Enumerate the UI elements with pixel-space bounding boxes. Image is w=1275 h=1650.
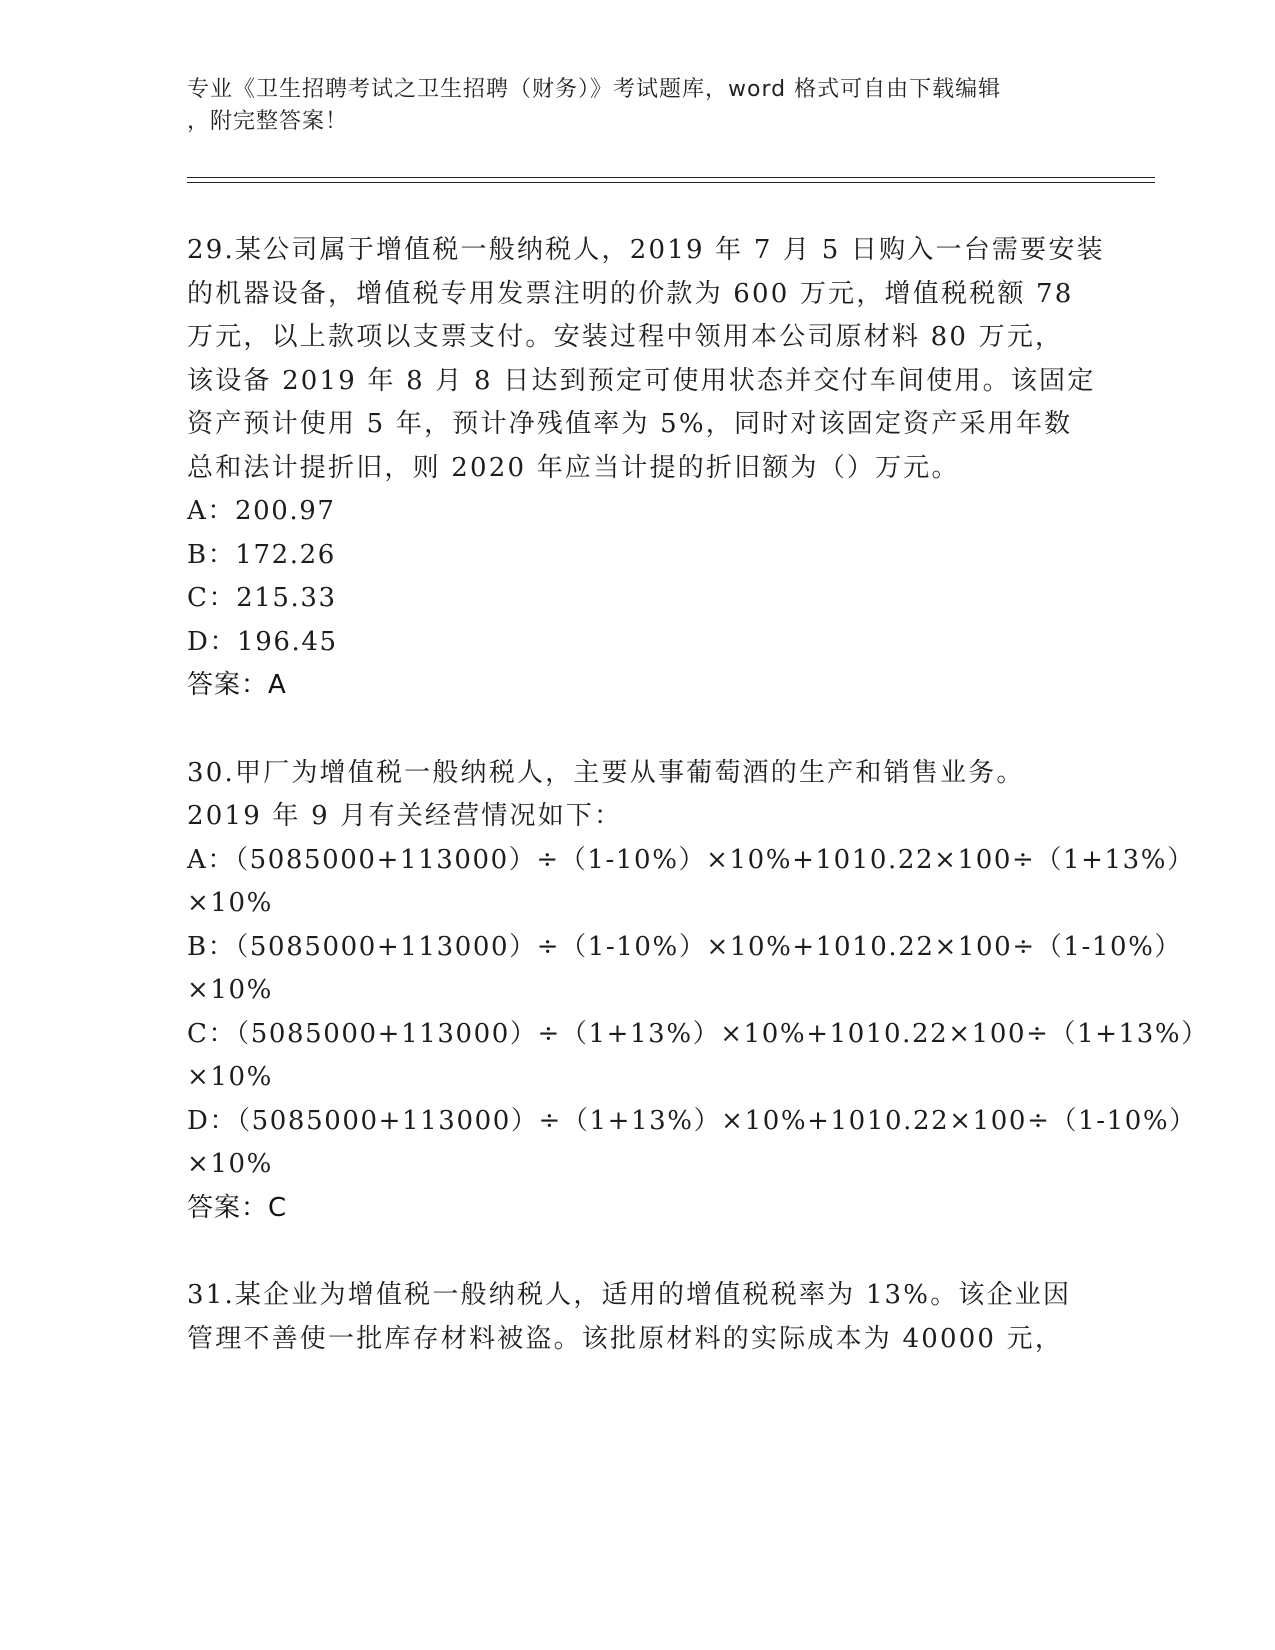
question-30-line-1: 30.甲厂为增值税一般纳税人，主要从事葡萄酒的生产和销售业务。	[187, 758, 1025, 788]
question-30-option-c-cont: ×10%	[187, 1062, 273, 1092]
question-30-answer: 答案：C	[187, 1193, 288, 1223]
question-30-option-b: B：（5085000+113000）÷（1-10%）×10%+1010.22×100÷（1-10%）	[187, 932, 1183, 962]
question-29-option-c: C：215.33	[187, 583, 337, 613]
question-29-line-3: 万元，以上款项以支票支付。安装过程中领用本公司原材料 80 万元，	[187, 322, 1064, 352]
question-29-option-a: A：200.97	[187, 496, 336, 526]
question-29-line-4: 该设备 2019 年 8 月 8 日达到预定可使用状态并交付车间使用。该固定	[187, 366, 1096, 396]
question-29-option-b: B：172.26	[187, 540, 336, 570]
question-30-option-d-cont: ×10%	[187, 1149, 273, 1179]
question-30-option-b-cont: ×10%	[187, 975, 273, 1005]
question-30-option-a: A：（5085000+113000）÷（1-10%）×10%+1010.22×100÷（1+13%）	[187, 845, 1195, 875]
question-29-line-1: 29.某公司属于增值税一般纳税人，2019 年 7 月 5 日购入一台需要安装	[187, 235, 1105, 265]
question-30-option-c: C：（5085000+113000）÷（1+13%）×10%+1010.22×100÷（1+13%）	[187, 1019, 1209, 1049]
header-line-1: 专业《卫生招聘考试之卫生招聘（财务）》考试题库，word 格式可自由下载编辑	[187, 77, 1002, 102]
question-30-line-2: 2019 年 9 月有关经营情况如下：	[187, 801, 623, 831]
header-divider-top	[187, 177, 1155, 178]
question-30-option-a-cont: ×10%	[187, 888, 273, 918]
header-divider-bottom	[187, 182, 1155, 183]
header-line-2: ，附完整答案！	[187, 109, 349, 134]
question-31-line-2: 管理不善使一批库存材料被盗。该批原材料的实际成本为 40000 元，	[187, 1324, 1064, 1354]
page-header	[187, 74, 1067, 138]
question-29-line-2: 的机器设备，增值税专用发票注明的价款为 600 万元，增值税税额 78	[187, 279, 1074, 309]
question-29-answer: 答案：A	[187, 670, 287, 700]
question-29-option-d: D：196.45	[187, 627, 338, 657]
question-31-line-1: 31.某企业为增值税一般纳税人，适用的增值税税率为 13%。该企业因	[187, 1280, 1072, 1310]
question-30-option-d: D：（5085000+113000）÷（1+13%）×10%+1010.22×100÷（1-10%）	[187, 1106, 1197, 1136]
question-29-line-6: 总和法计提折旧，则 2020 年应当计提的折旧额为（）万元。	[187, 453, 960, 483]
question-29-line-5: 资产预计使用 5 年，预计净残值率为 5%，同时对该固定资产采用年数	[187, 409, 1073, 439]
